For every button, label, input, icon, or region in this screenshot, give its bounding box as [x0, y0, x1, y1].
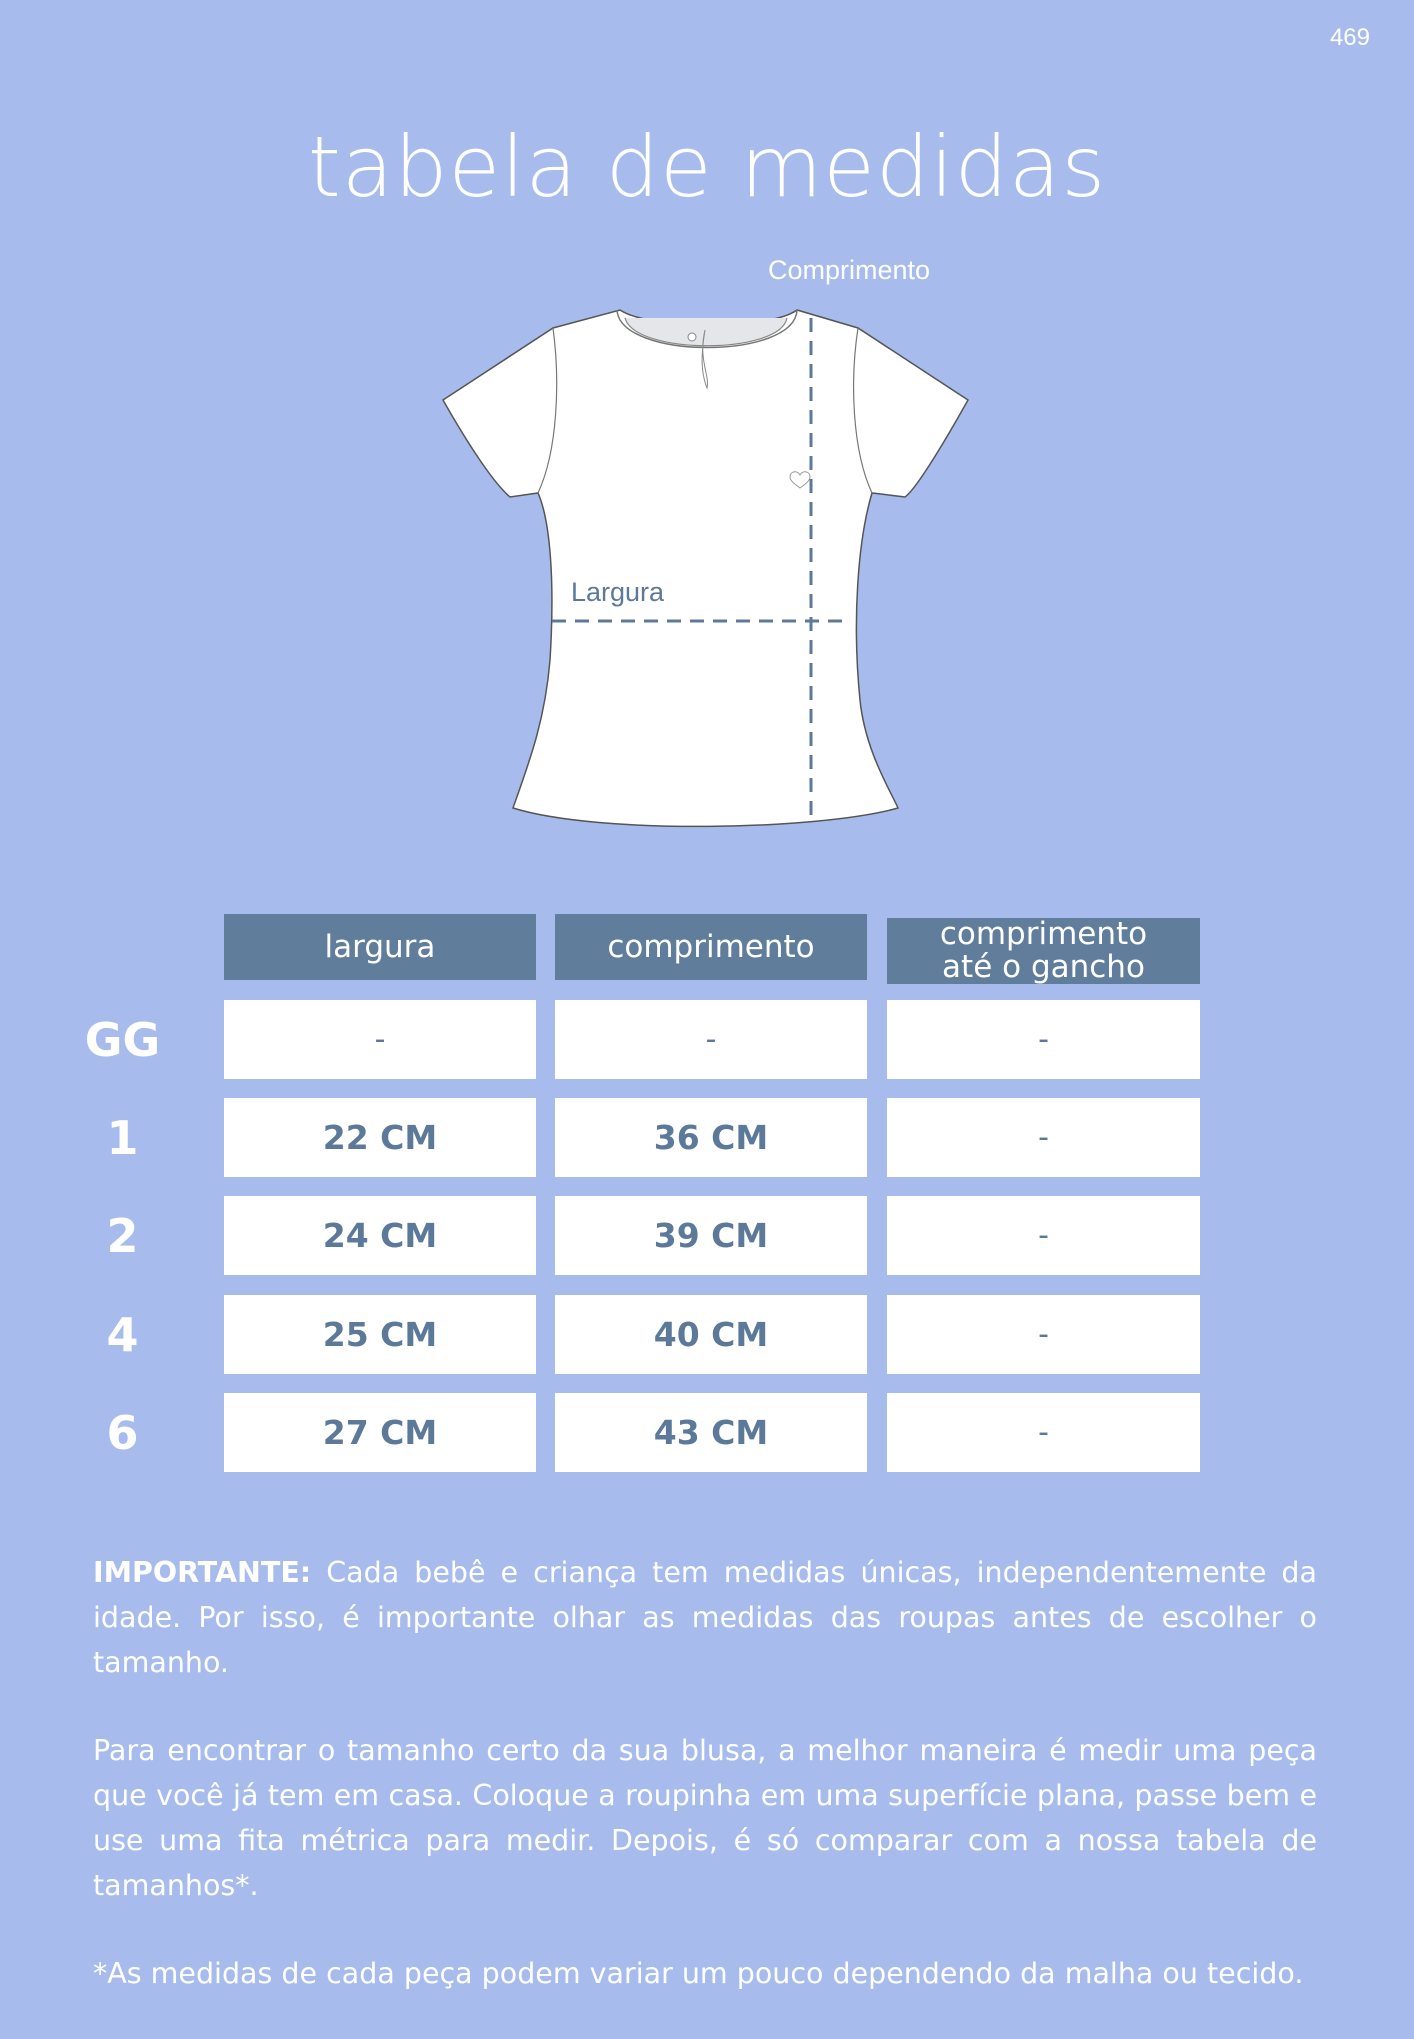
size-label: 4 [106, 1307, 139, 1362]
table-cell: - [887, 1196, 1200, 1275]
table-cell: 22 CM [224, 1098, 536, 1177]
table-cell: - [555, 1000, 867, 1079]
header-comprimento: comprimento [555, 914, 867, 980]
table-cell: - [887, 1295, 1200, 1374]
notes-section [93, 1550, 1317, 2039]
table-cell: 36 CM [555, 1098, 867, 1177]
length-label: Comprimento [768, 255, 931, 285]
table-cell: - [224, 1000, 536, 1079]
size-label: 6 [106, 1405, 139, 1460]
page-title: tabela de medidas [307, 118, 1107, 216]
table-cell: 43 CM [555, 1393, 867, 1472]
important-paragraph [93, 1550, 1317, 1685]
table-cell: 40 CM [555, 1295, 867, 1374]
width-label: Largura [571, 577, 665, 607]
table-cell: 27 CM [224, 1393, 536, 1472]
table-cell: 25 CM [224, 1295, 536, 1374]
page-number: 469 [1329, 24, 1370, 51]
size-label: 2 [106, 1208, 139, 1263]
table-cell: - [887, 1393, 1200, 1472]
important-text: Cada bebê e criança tem medidas únicas, independentemente da idade. Por isso, é importante olhar as medidas das roupas antes de escolher o tamanho. [93, 1556, 1317, 1679]
footnote: *As medidas de cada peça podem variar um pouco dependendo da malha ou tecido. [93, 1957, 1304, 1990]
instructions-paragraph: Para encontrar o tamanho certo da sua blusa, a melhor maneira é medir uma peça que você já tem em casa. Coloque a roupinha em uma superfície plana, passe bem e use uma fita métrica para medir. Depois, é só comparar com a nossa tabela de tamanhos*. [93, 1734, 1317, 1902]
size-label: 1 [106, 1110, 139, 1165]
table-cell: - [887, 1000, 1200, 1079]
header-largura: largura [224, 914, 536, 980]
table-cell: 39 CM [555, 1196, 867, 1275]
header-comprimento-gancho: comprimento até o gancho [887, 918, 1200, 984]
size-label: GG [84, 1012, 161, 1067]
table-cell: 24 CM [224, 1196, 536, 1275]
shirt-illustration [430, 250, 990, 850]
important-label: IMPORTANTE: [93, 1556, 312, 1589]
shirt-outline [443, 310, 968, 826]
table-cell: - [887, 1098, 1200, 1177]
